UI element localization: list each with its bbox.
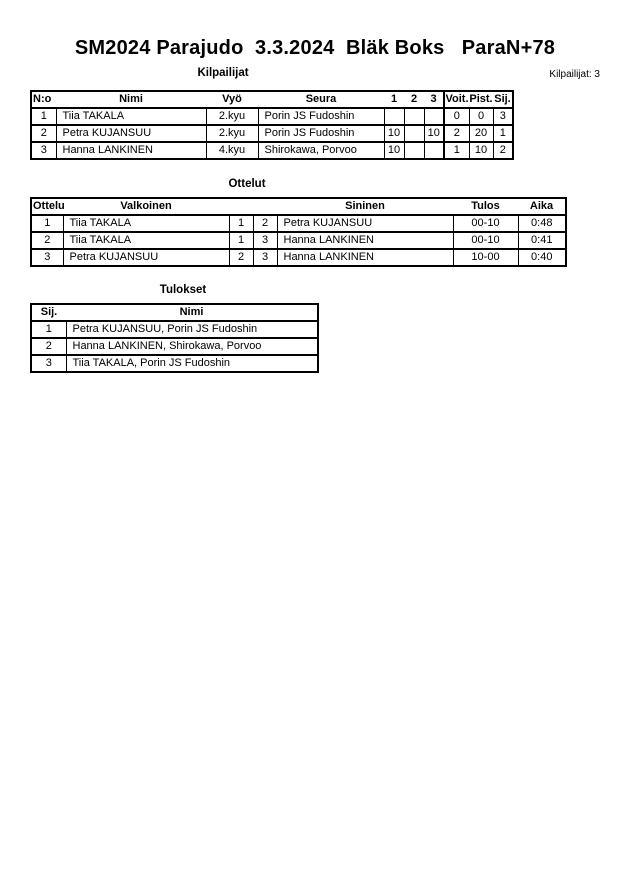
cell-blue-no: 3 [253,249,277,266]
col-header-sij: Sij. [31,304,66,321]
matches-table [30,197,567,267]
cell-white-name: Petra KUJANSUU [63,249,229,266]
cell-no: 2 [31,125,56,142]
cell-nimi: Tiia TAKALA [56,108,206,125]
table-row [31,338,318,355]
section-label-kilpailijat: Kilpailijat [197,67,249,79]
cell-round3: 10 [424,125,444,142]
cell-no: 1 [31,108,56,125]
table-row [31,355,318,372]
cell-blue-no: 2 [253,215,277,232]
cell-seura: Porin JS Fudoshin [258,108,384,125]
col-header-round2: 2 [404,91,424,108]
table-row [31,108,513,125]
cell-match-no: 2 [31,232,63,249]
cell-round1 [384,108,404,125]
cell-seura: Porin JS Fudoshin [258,125,384,142]
cell-blue-name: Petra KUJANSUU [277,215,453,232]
col-header-nimi: Nimi [56,91,206,108]
cell-voit: 2 [444,125,469,142]
table-row [31,215,566,232]
cell-round2 [404,108,424,125]
cell-white-name: Tiia TAKALA [63,215,229,232]
cell-sij: 3 [493,108,513,125]
competitors-count: Kilpailijat: 3 [549,69,600,80]
cell-blue-name: Hanna LANKINEN [277,249,453,266]
results-table [30,303,319,373]
cell-seura: Shirokawa, Porvoo [258,142,384,159]
cell-match-no: 3 [31,249,63,266]
cell-place: 3 [31,355,66,372]
cell-pist: 0 [469,108,493,125]
col-header-no: N:o [31,91,56,108]
col-header-tulos: Tulos [453,198,518,215]
cell-white-no: 2 [229,249,253,266]
col-header-sij: Sij. [493,91,513,108]
col-header-white-no [229,198,253,215]
table-row [31,249,566,266]
cell-match-no: 1 [31,215,63,232]
cell-round3 [424,142,444,159]
cell-score: 00-10 [453,215,518,232]
col-header-round1: 1 [384,91,404,108]
cell-time: 0:41 [518,232,566,249]
cell-pist: 20 [469,125,493,142]
cell-place: 1 [31,321,66,338]
col-header-round3: 3 [424,91,444,108]
cell-round1: 10 [384,142,404,159]
cell-nimi: Hanna LANKINEN [56,142,206,159]
cell-vyo: 2.kyu [206,125,258,142]
cell-place: 2 [31,338,66,355]
cell-time: 0:48 [518,215,566,232]
table-row [31,321,318,338]
cell-score: 00-10 [453,232,518,249]
cell-time: 0:40 [518,249,566,266]
section-label-ottelut: Ottelut [228,178,266,190]
cell-pist: 10 [469,142,493,159]
col-header-nimi: Nimi [66,304,318,321]
cell-voit: 1 [444,142,469,159]
cell-white-no: 1 [229,232,253,249]
cell-vyo: 4.kyu [206,142,258,159]
section-label-tulokset: Tulokset [159,284,207,296]
cell-round2 [404,125,424,142]
col-header-vyo: Vyö [206,91,258,108]
col-header-ottelu: Ottelu [31,198,63,215]
table-row [31,232,566,249]
cell-white-no: 1 [229,215,253,232]
cell-white-name: Tiia TAKALA [63,232,229,249]
table-row [31,142,513,159]
cell-blue-name: Hanna LANKINEN [277,232,453,249]
cell-blue-no: 3 [253,232,277,249]
col-header-voit: Voit. [444,91,469,108]
cell-voit: 0 [444,108,469,125]
col-header-sininen: Sininen [277,198,453,215]
matches-header-row [31,198,566,215]
cell-round3 [424,108,444,125]
cell-round1: 10 [384,125,404,142]
cell-name-club: Tiia TAKALA, Porin JS Fudoshin [66,355,318,372]
results-header-row [31,304,318,321]
cell-sij: 1 [493,125,513,142]
competitors-table [30,90,514,160]
col-header-blue-no [253,198,277,215]
cell-sij: 2 [493,142,513,159]
col-header-seura: Seura [258,91,384,108]
cell-vyo: 2.kyu [206,108,258,125]
competitors-header-row [31,91,513,108]
cell-name-club: Petra KUJANSUU, Porin JS Fudoshin [66,321,318,338]
col-header-pist: Pist. [469,91,493,108]
col-header-valkoinen: Valkoinen [63,198,229,215]
page-title: SM2024 Parajudo 3.3.2024 Bläk Boks ParaN+78 [74,37,556,59]
cell-no: 3 [31,142,56,159]
cell-round2 [404,142,424,159]
col-header-aika: Aika [518,198,566,215]
table-row [31,125,513,142]
cell-nimi: Petra KUJANSUU [56,125,206,142]
cell-name-club: Hanna LANKINEN, Shirokawa, Porvoo [66,338,318,355]
cell-score: 10-00 [453,249,518,266]
